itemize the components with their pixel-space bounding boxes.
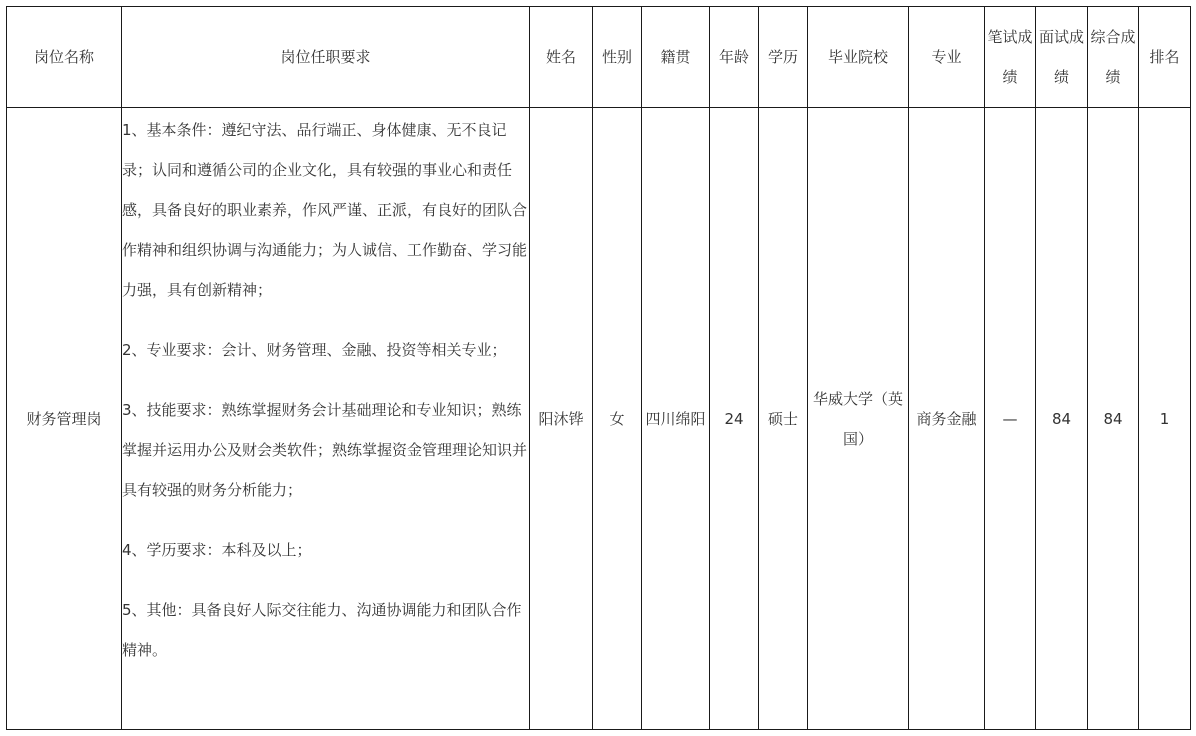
- header-origin: 籍贯: [642, 7, 710, 108]
- header-requirements: 岗位任职要求: [122, 7, 530, 108]
- cell-origin: 四川绵阳: [642, 108, 710, 730]
- cell-interview-score: 84: [1036, 108, 1088, 730]
- cell-name: 阳沐铧: [530, 108, 593, 730]
- header-total-score: 综合成绩: [1088, 7, 1139, 108]
- cell-written-score: —: [985, 108, 1036, 730]
- header-rank: 排名: [1139, 7, 1191, 108]
- header-age: 年龄: [710, 7, 759, 108]
- cell-school: 华威大学（英国）: [808, 108, 909, 730]
- requirement-item: 4、学历要求：本科及以上；: [122, 541, 312, 559]
- cell-gender: 女: [593, 108, 642, 730]
- requirement-item: 5、其他：具备良好人际交往能力、沟通协调能力和团队合作精神。: [122, 601, 522, 659]
- header-major: 专业: [909, 7, 985, 108]
- cell-requirements: [122, 108, 530, 730]
- header-school: 毕业院校: [808, 7, 909, 108]
- header-row: [7, 7, 1191, 108]
- header-written-score: 笔试成绩: [985, 7, 1036, 108]
- header-position: 岗位名称: [7, 7, 122, 108]
- header-gender: 性别: [593, 7, 642, 108]
- cell-rank: 1: [1139, 108, 1191, 730]
- requirement-item: 2、专业要求：会计、财务管理、金融、投资等相关专业；: [122, 341, 507, 359]
- cell-total-score: 84: [1088, 108, 1139, 730]
- header-education: 学历: [759, 7, 808, 108]
- table-row: [7, 108, 1191, 730]
- header-interview-score: 面试成绩: [1036, 7, 1088, 108]
- requirement-item: 3、技能要求：熟练掌握财务会计基础理论和专业知识；熟练掌握并运用办公及财会类软件；熟练掌握资金管理理论知识并具有较强的财务分析能力；: [122, 401, 528, 499]
- cell-education: 硕士: [759, 108, 808, 730]
- results-table: [6, 6, 1191, 730]
- cell-age: 24: [710, 108, 759, 730]
- requirement-item: 1、基本条件：遵纪守法、品行端正、身体健康、无不良记录；认同和遵循公司的企业文化，具有较强的事业心和责任感，具备良好的职业素养，作风严谨、正派，有良好的团队合作精神和组织协调与沟通能力；为人诚信、工作勤奋、学习能力强，具有创新精神；: [122, 121, 528, 299]
- cell-position: 财务管理岗: [7, 108, 122, 730]
- header-name: 姓名: [530, 7, 593, 108]
- cell-major: 商务金融: [909, 108, 985, 730]
